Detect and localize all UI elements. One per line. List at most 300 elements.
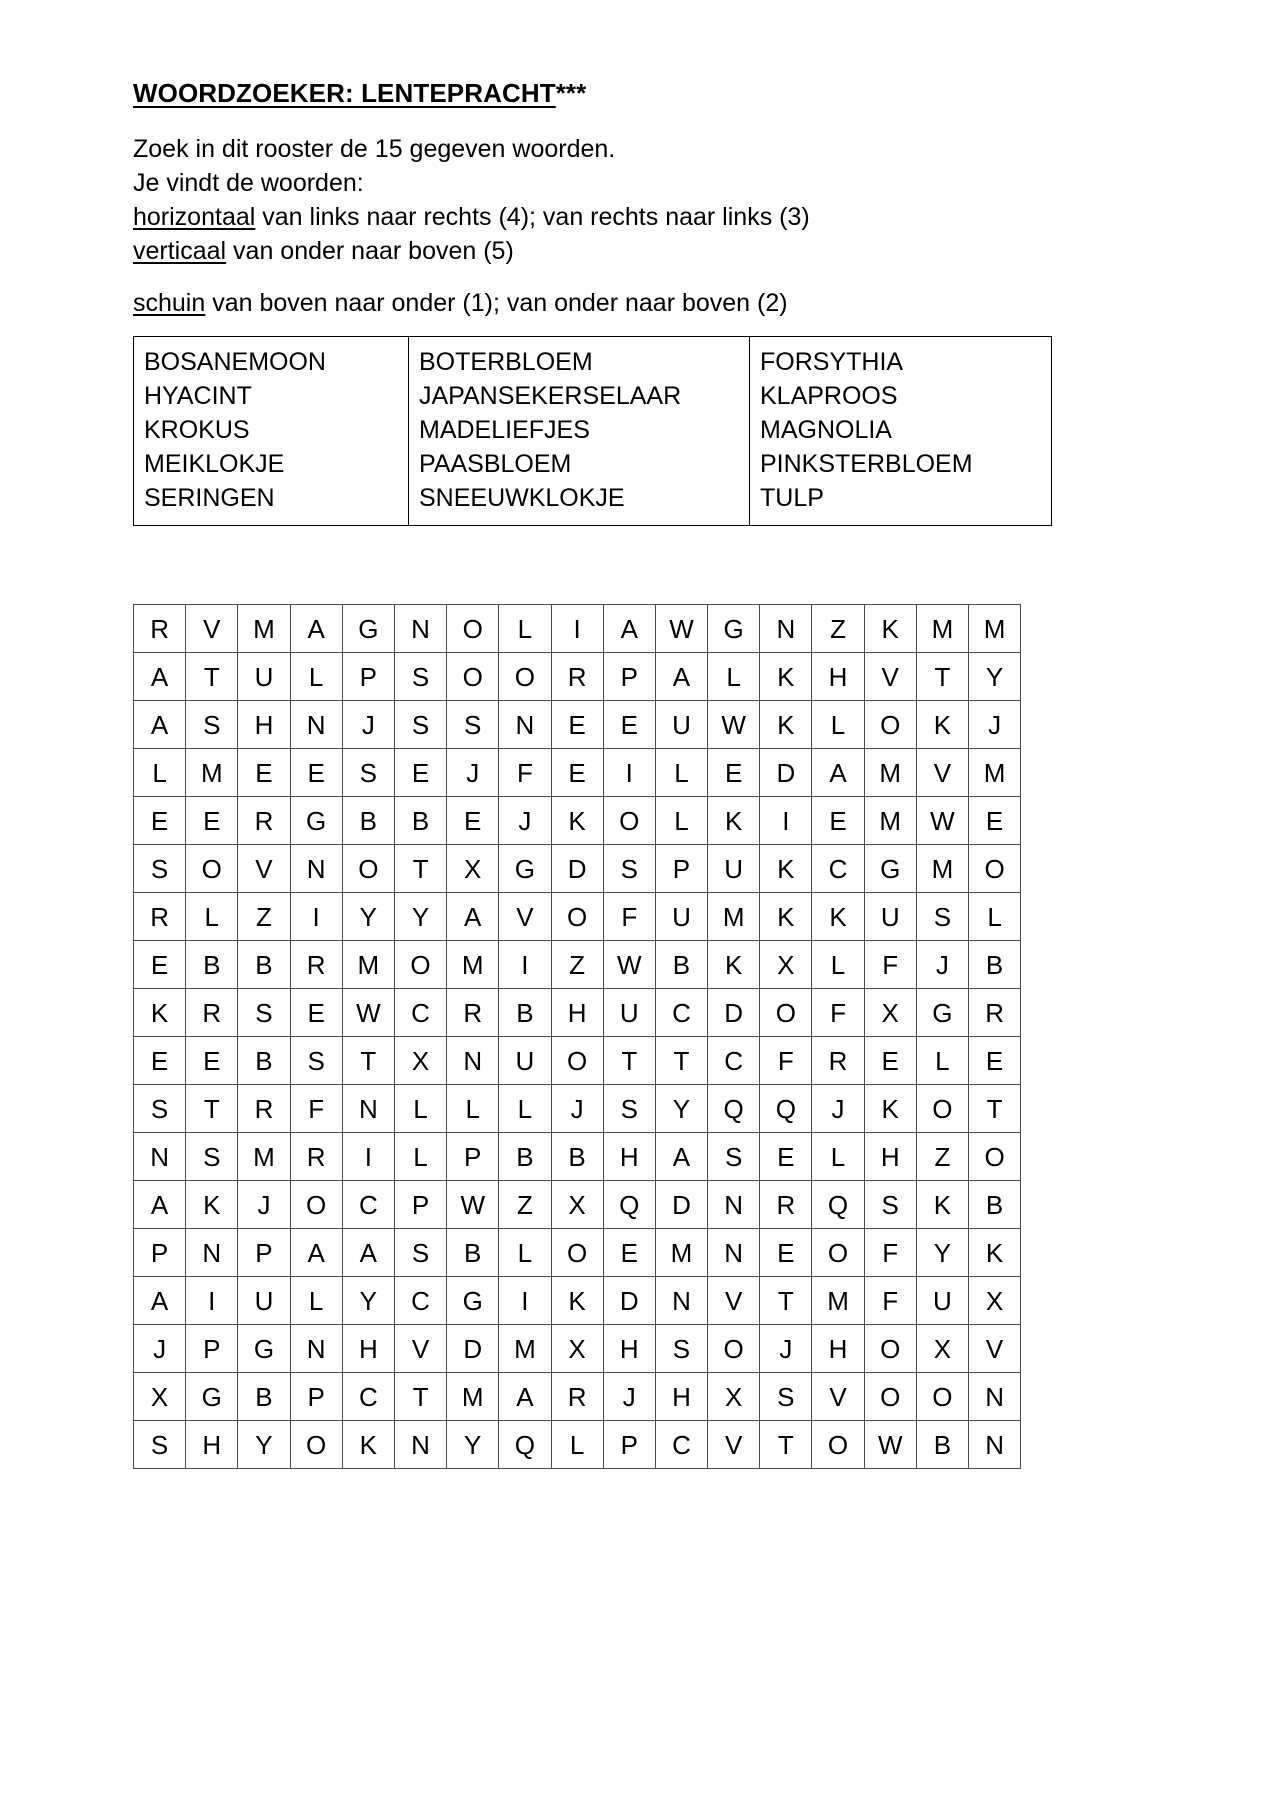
puzzle-cell[interactable]: M (186, 749, 238, 797)
puzzle-cell[interactable]: I (603, 749, 655, 797)
puzzle-cell[interactable]: A (342, 1229, 394, 1277)
puzzle-cell[interactable]: V (238, 845, 290, 893)
puzzle-cell[interactable]: D (760, 749, 812, 797)
puzzle-cell[interactable]: C (655, 989, 707, 1037)
puzzle-cell[interactable]: X (969, 1277, 1021, 1325)
puzzle-cell[interactable]: S (394, 701, 446, 749)
puzzle-cell[interactable]: E (551, 749, 603, 797)
puzzle-cell[interactable]: N (760, 605, 812, 653)
puzzle-cell[interactable]: L (812, 701, 864, 749)
puzzle-cell[interactable]: A (134, 1181, 186, 1229)
puzzle-cell[interactable]: E (290, 989, 342, 1037)
puzzle-cell[interactable]: G (499, 845, 551, 893)
puzzle-cell[interactable]: H (342, 1325, 394, 1373)
puzzle-cell[interactable]: P (290, 1373, 342, 1421)
puzzle-cell[interactable]: T (655, 1037, 707, 1085)
puzzle-cell[interactable]: Y (916, 1229, 968, 1277)
puzzle-cell[interactable]: C (655, 1421, 707, 1469)
puzzle-cell[interactable]: N (969, 1421, 1021, 1469)
puzzle-cell[interactable]: S (760, 1373, 812, 1421)
puzzle-cell[interactable]: E (760, 1229, 812, 1277)
puzzle-cell[interactable]: O (290, 1421, 342, 1469)
puzzle-cell[interactable]: K (760, 893, 812, 941)
puzzle-cell[interactable]: O (394, 941, 446, 989)
puzzle-cell[interactable]: J (134, 1325, 186, 1373)
puzzle-cell[interactable]: F (864, 1277, 916, 1325)
puzzle-cell[interactable]: V (864, 653, 916, 701)
puzzle-cell[interactable]: T (969, 1085, 1021, 1133)
puzzle-cell[interactable]: P (655, 845, 707, 893)
puzzle-cell[interactable]: F (864, 941, 916, 989)
puzzle-cell[interactable]: S (603, 1085, 655, 1133)
puzzle-cell[interactable]: S (708, 1133, 760, 1181)
puzzle-cell[interactable]: O (551, 1229, 603, 1277)
puzzle-cell[interactable]: G (186, 1373, 238, 1421)
puzzle-cell[interactable]: K (760, 845, 812, 893)
puzzle-cell[interactable]: N (290, 701, 342, 749)
puzzle-cell[interactable]: G (916, 989, 968, 1037)
puzzle-cell[interactable]: L (499, 1085, 551, 1133)
puzzle-cell[interactable]: T (186, 653, 238, 701)
puzzle-cell[interactable]: I (551, 605, 603, 653)
puzzle-cell[interactable]: N (134, 1133, 186, 1181)
puzzle-cell[interactable]: E (238, 749, 290, 797)
puzzle-cell[interactable]: L (290, 653, 342, 701)
puzzle-cell[interactable]: U (238, 1277, 290, 1325)
puzzle-cell[interactable]: C (812, 845, 864, 893)
puzzle-cell[interactable]: M (238, 605, 290, 653)
puzzle-cell[interactable]: J (916, 941, 968, 989)
puzzle-cell[interactable]: J (812, 1085, 864, 1133)
puzzle-cell[interactable]: S (134, 845, 186, 893)
puzzle-cell[interactable]: R (134, 893, 186, 941)
puzzle-cell[interactable]: L (969, 893, 1021, 941)
puzzle-cell[interactable]: L (812, 1133, 864, 1181)
puzzle-cell[interactable]: A (655, 1133, 707, 1181)
puzzle-cell[interactable]: A (603, 605, 655, 653)
puzzle-cell[interactable]: M (447, 1373, 499, 1421)
puzzle-cell[interactable]: T (394, 845, 446, 893)
puzzle-cell[interactable]: F (864, 1229, 916, 1277)
puzzle-cell[interactable]: F (603, 893, 655, 941)
puzzle-cell[interactable]: B (655, 941, 707, 989)
puzzle-cell[interactable]: V (708, 1421, 760, 1469)
puzzle-cell[interactable]: S (186, 701, 238, 749)
puzzle-cell[interactable]: K (551, 797, 603, 845)
puzzle-cell[interactable]: X (447, 845, 499, 893)
puzzle-cell[interactable]: K (916, 701, 968, 749)
puzzle-cell[interactable]: O (603, 797, 655, 845)
puzzle-cell[interactable]: M (916, 605, 968, 653)
puzzle-cell[interactable]: T (916, 653, 968, 701)
puzzle-cell[interactable]: O (812, 1229, 864, 1277)
puzzle-cell[interactable]: X (394, 1037, 446, 1085)
puzzle-cell[interactable]: L (551, 1421, 603, 1469)
puzzle-cell[interactable]: V (499, 893, 551, 941)
puzzle-cell[interactable]: M (969, 749, 1021, 797)
puzzle-cell[interactable]: U (916, 1277, 968, 1325)
puzzle-cell[interactable]: N (186, 1229, 238, 1277)
puzzle-cell[interactable]: H (603, 1325, 655, 1373)
puzzle-cell[interactable]: R (238, 797, 290, 845)
puzzle-cell[interactable]: V (812, 1373, 864, 1421)
puzzle-cell[interactable]: K (551, 1277, 603, 1325)
puzzle-cell[interactable]: C (708, 1037, 760, 1085)
puzzle-cell[interactable]: S (394, 653, 446, 701)
puzzle-cell[interactable]: A (655, 653, 707, 701)
puzzle-cell[interactable]: A (447, 893, 499, 941)
puzzle-cell[interactable]: W (708, 701, 760, 749)
puzzle-cell[interactable]: H (812, 653, 864, 701)
puzzle-cell[interactable]: M (238, 1133, 290, 1181)
puzzle-cell[interactable]: H (186, 1421, 238, 1469)
puzzle-cell[interactable]: I (499, 941, 551, 989)
puzzle-cell[interactable]: O (916, 1085, 968, 1133)
puzzle-cell[interactable]: O (812, 1421, 864, 1469)
puzzle-cell[interactable]: K (864, 1085, 916, 1133)
puzzle-cell[interactable]: T (394, 1373, 446, 1421)
puzzle-cell[interactable]: N (290, 845, 342, 893)
puzzle-cell[interactable]: S (394, 1229, 446, 1277)
puzzle-cell[interactable]: L (134, 749, 186, 797)
puzzle-cell[interactable]: O (864, 1373, 916, 1421)
puzzle-cell[interactable]: T (186, 1085, 238, 1133)
puzzle-cell[interactable]: S (655, 1325, 707, 1373)
puzzle-cell[interactable]: H (812, 1325, 864, 1373)
puzzle-cell[interactable]: M (916, 845, 968, 893)
puzzle-cell[interactable]: P (134, 1229, 186, 1277)
puzzle-cell[interactable]: R (760, 1181, 812, 1229)
puzzle-cell[interactable]: E (290, 749, 342, 797)
puzzle-cell[interactable]: E (969, 1037, 1021, 1085)
puzzle-cell[interactable]: F (760, 1037, 812, 1085)
puzzle-cell[interactable]: M (655, 1229, 707, 1277)
puzzle-cell[interactable]: R (447, 989, 499, 1037)
puzzle-cell[interactable]: S (447, 701, 499, 749)
puzzle-cell[interactable]: S (238, 989, 290, 1037)
puzzle-cell[interactable]: L (655, 797, 707, 845)
puzzle-cell[interactable]: G (290, 797, 342, 845)
puzzle-cell[interactable]: D (603, 1277, 655, 1325)
puzzle-cell[interactable]: F (499, 749, 551, 797)
puzzle-cell[interactable]: U (655, 701, 707, 749)
puzzle-cell[interactable]: B (447, 1229, 499, 1277)
puzzle-cell[interactable]: F (290, 1085, 342, 1133)
puzzle-cell[interactable]: U (499, 1037, 551, 1085)
puzzle-cell[interactable]: O (916, 1373, 968, 1421)
puzzle-cell[interactable]: W (342, 989, 394, 1037)
puzzle-cell[interactable]: S (134, 1085, 186, 1133)
puzzle-cell[interactable]: T (342, 1037, 394, 1085)
puzzle-cell[interactable]: K (969, 1229, 1021, 1277)
puzzle-cell[interactable]: X (916, 1325, 968, 1373)
puzzle-cell[interactable]: G (864, 845, 916, 893)
puzzle-cell[interactable]: U (655, 893, 707, 941)
puzzle-cell[interactable]: N (342, 1085, 394, 1133)
puzzle-cell[interactable]: R (551, 653, 603, 701)
puzzle-cell[interactable]: S (134, 1421, 186, 1469)
puzzle-cell[interactable]: M (447, 941, 499, 989)
puzzle-cell[interactable]: E (760, 1133, 812, 1181)
puzzle-cell[interactable]: X (134, 1373, 186, 1421)
puzzle-cell[interactable]: E (186, 1037, 238, 1085)
puzzle-cell[interactable]: R (290, 941, 342, 989)
puzzle-cell[interactable]: W (655, 605, 707, 653)
puzzle-cell[interactable]: M (969, 605, 1021, 653)
puzzle-cell[interactable]: B (238, 941, 290, 989)
puzzle-cell[interactable]: E (186, 797, 238, 845)
puzzle-cell[interactable]: E (708, 749, 760, 797)
puzzle-cell[interactable]: M (864, 749, 916, 797)
puzzle-cell[interactable]: J (447, 749, 499, 797)
puzzle-cell[interactable]: L (394, 1085, 446, 1133)
puzzle-cell[interactable]: O (499, 653, 551, 701)
puzzle-cell[interactable]: Z (499, 1181, 551, 1229)
puzzle-cell[interactable]: I (186, 1277, 238, 1325)
puzzle-cell[interactable]: S (864, 1181, 916, 1229)
puzzle-cell[interactable]: W (864, 1421, 916, 1469)
puzzle-cell[interactable]: R (969, 989, 1021, 1037)
puzzle-cell[interactable]: L (655, 749, 707, 797)
puzzle-cell[interactable]: R (238, 1085, 290, 1133)
puzzle-cell[interactable]: V (708, 1277, 760, 1325)
puzzle-cell[interactable]: P (603, 653, 655, 701)
puzzle-cell[interactable]: K (134, 989, 186, 1037)
puzzle-cell[interactable]: T (760, 1421, 812, 1469)
puzzle-cell[interactable]: O (551, 893, 603, 941)
puzzle-cell[interactable]: Q (708, 1085, 760, 1133)
puzzle-cell[interactable]: N (499, 701, 551, 749)
puzzle-cell[interactable]: Y (969, 653, 1021, 701)
puzzle-cell[interactable]: K (342, 1421, 394, 1469)
puzzle-cell[interactable]: P (342, 653, 394, 701)
puzzle-cell[interactable]: W (916, 797, 968, 845)
puzzle-cell[interactable]: U (708, 845, 760, 893)
puzzle-cell[interactable]: O (342, 845, 394, 893)
puzzle-cell[interactable]: A (290, 1229, 342, 1277)
puzzle-cell[interactable]: O (551, 1037, 603, 1085)
puzzle-cell[interactable]: P (186, 1325, 238, 1373)
puzzle-cell[interactable]: I (760, 797, 812, 845)
puzzle-cell[interactable]: Y (238, 1421, 290, 1469)
puzzle-cell[interactable]: O (186, 845, 238, 893)
puzzle-cell[interactable]: K (708, 797, 760, 845)
puzzle-cell[interactable]: W (603, 941, 655, 989)
puzzle-cell[interactable]: L (499, 1229, 551, 1277)
puzzle-cell[interactable]: B (238, 1037, 290, 1085)
puzzle-cell[interactable]: Z (812, 605, 864, 653)
puzzle-cell[interactable]: O (447, 605, 499, 653)
puzzle-cell[interactable]: D (655, 1181, 707, 1229)
puzzle-cell[interactable]: A (812, 749, 864, 797)
puzzle-cell[interactable]: V (916, 749, 968, 797)
puzzle-cell[interactable]: Q (760, 1085, 812, 1133)
puzzle-cell[interactable]: N (708, 1229, 760, 1277)
puzzle-cell[interactable]: Y (342, 893, 394, 941)
puzzle-cell[interactable]: B (551, 1133, 603, 1181)
puzzle-cell[interactable]: O (864, 701, 916, 749)
puzzle-cell[interactable]: T (603, 1037, 655, 1085)
puzzle-cell[interactable]: J (969, 701, 1021, 749)
puzzle-cell[interactable]: K (708, 941, 760, 989)
puzzle-cell[interactable]: G (708, 605, 760, 653)
puzzle-cell[interactable]: B (499, 1133, 551, 1181)
puzzle-cell[interactable]: Q (499, 1421, 551, 1469)
puzzle-cell[interactable]: J (342, 701, 394, 749)
puzzle-cell[interactable]: C (394, 1277, 446, 1325)
puzzle-cell[interactable]: O (290, 1181, 342, 1229)
puzzle-cell[interactable]: N (708, 1181, 760, 1229)
puzzle-cell[interactable]: J (760, 1325, 812, 1373)
puzzle-cell[interactable]: Z (238, 893, 290, 941)
puzzle-cell[interactable]: Y (655, 1085, 707, 1133)
puzzle-cell[interactable]: Z (551, 941, 603, 989)
puzzle-cell[interactable]: A (134, 653, 186, 701)
puzzle-cell[interactable]: B (394, 797, 446, 845)
puzzle-cell[interactable]: E (447, 797, 499, 845)
puzzle-cell[interactable]: E (603, 1229, 655, 1277)
puzzle-cell[interactable]: M (812, 1277, 864, 1325)
puzzle-cell[interactable]: E (551, 701, 603, 749)
puzzle-cell[interactable]: S (916, 893, 968, 941)
puzzle-cell[interactable]: B (969, 941, 1021, 989)
puzzle-cell[interactable]: C (342, 1373, 394, 1421)
puzzle-cell[interactable]: X (760, 941, 812, 989)
puzzle-cell[interactable]: G (342, 605, 394, 653)
puzzle-cell[interactable]: V (186, 605, 238, 653)
puzzle-cell[interactable]: E (134, 941, 186, 989)
puzzle-cell[interactable]: K (916, 1181, 968, 1229)
puzzle-cell[interactable]: Z (916, 1133, 968, 1181)
puzzle-cell[interactable]: R (551, 1373, 603, 1421)
puzzle-cell[interactable]: I (499, 1277, 551, 1325)
puzzle-cell[interactable]: I (290, 893, 342, 941)
puzzle-cell[interactable]: M (864, 797, 916, 845)
puzzle-cell[interactable]: E (969, 797, 1021, 845)
puzzle-cell[interactable]: K (760, 701, 812, 749)
puzzle-cell[interactable]: S (290, 1037, 342, 1085)
puzzle-cell[interactable]: O (708, 1325, 760, 1373)
puzzle-cell[interactable]: L (290, 1277, 342, 1325)
puzzle-cell[interactable]: N (969, 1373, 1021, 1421)
puzzle-cell[interactable]: D (447, 1325, 499, 1373)
puzzle-cell[interactable]: R (812, 1037, 864, 1085)
puzzle-cell[interactable]: X (551, 1181, 603, 1229)
puzzle-cell[interactable]: Y (394, 893, 446, 941)
puzzle-cell[interactable]: S (186, 1133, 238, 1181)
puzzle-cell[interactable]: A (499, 1373, 551, 1421)
puzzle-cell[interactable]: L (186, 893, 238, 941)
puzzle-cell[interactable]: M (708, 893, 760, 941)
puzzle-cell[interactable]: E (394, 749, 446, 797)
puzzle-cell[interactable]: D (708, 989, 760, 1037)
puzzle-cell[interactable]: M (342, 941, 394, 989)
puzzle-cell[interactable]: K (812, 893, 864, 941)
puzzle-cell[interactable]: E (134, 797, 186, 845)
puzzle-cell[interactable]: N (394, 605, 446, 653)
puzzle-cell[interactable]: T (760, 1277, 812, 1325)
puzzle-cell[interactable]: C (342, 1181, 394, 1229)
puzzle-cell[interactable]: X (708, 1373, 760, 1421)
puzzle-cell[interactable]: L (916, 1037, 968, 1085)
puzzle-cell[interactable]: X (551, 1325, 603, 1373)
puzzle-cell[interactable]: X (864, 989, 916, 1037)
puzzle-cell[interactable]: B (969, 1181, 1021, 1229)
puzzle-cell[interactable]: O (447, 653, 499, 701)
puzzle-cell[interactable]: O (969, 845, 1021, 893)
puzzle-cell[interactable]: C (394, 989, 446, 1037)
puzzle-cell[interactable]: K (864, 605, 916, 653)
puzzle-cell[interactable]: P (447, 1133, 499, 1181)
puzzle-cell[interactable]: E (864, 1037, 916, 1085)
puzzle-cell[interactable]: L (447, 1085, 499, 1133)
puzzle-cell[interactable]: S (603, 845, 655, 893)
puzzle-cell[interactable]: O (864, 1325, 916, 1373)
puzzle-cell[interactable]: E (134, 1037, 186, 1085)
puzzle-cell[interactable]: U (864, 893, 916, 941)
puzzle-cell[interactable]: B (186, 941, 238, 989)
puzzle-cell[interactable]: J (551, 1085, 603, 1133)
puzzle-cell[interactable]: L (499, 605, 551, 653)
puzzle-cell[interactable]: A (134, 1277, 186, 1325)
puzzle-cell[interactable]: B (916, 1421, 968, 1469)
puzzle-cell[interactable]: L (708, 653, 760, 701)
puzzle-cell[interactable]: V (969, 1325, 1021, 1373)
puzzle-cell[interactable]: U (603, 989, 655, 1037)
puzzle-cell[interactable]: Q (812, 1181, 864, 1229)
puzzle-cell[interactable]: M (499, 1325, 551, 1373)
puzzle-cell[interactable]: N (290, 1325, 342, 1373)
puzzle-cell[interactable]: U (238, 653, 290, 701)
puzzle-cell[interactable]: O (760, 989, 812, 1037)
puzzle-cell[interactable]: L (812, 941, 864, 989)
puzzle-cell[interactable]: K (760, 653, 812, 701)
puzzle-cell[interactable]: G (447, 1277, 499, 1325)
puzzle-cell[interactable]: P (603, 1421, 655, 1469)
puzzle-cell[interactable]: R (290, 1133, 342, 1181)
puzzle-cell[interactable]: N (447, 1037, 499, 1085)
puzzle-cell[interactable]: R (134, 605, 186, 653)
puzzle-cell[interactable]: J (603, 1373, 655, 1421)
puzzle-cell[interactable]: P (238, 1229, 290, 1277)
puzzle-cell[interactable]: Y (447, 1421, 499, 1469)
puzzle-cell[interactable]: Y (342, 1277, 394, 1325)
puzzle-cell[interactable]: J (499, 797, 551, 845)
puzzle-cell[interactable]: B (238, 1373, 290, 1421)
puzzle-cell[interactable]: H (238, 701, 290, 749)
puzzle-cell[interactable]: W (447, 1181, 499, 1229)
puzzle-cell[interactable]: A (290, 605, 342, 653)
puzzle-cell[interactable]: L (394, 1133, 446, 1181)
puzzle-cell[interactable]: V (394, 1325, 446, 1373)
puzzle-cell[interactable]: F (812, 989, 864, 1037)
puzzle-cell[interactable]: D (551, 845, 603, 893)
puzzle-cell[interactable]: P (394, 1181, 446, 1229)
puzzle-cell[interactable]: A (134, 701, 186, 749)
puzzle-cell[interactable]: Q (603, 1181, 655, 1229)
puzzle-cell[interactable]: E (812, 797, 864, 845)
puzzle-cell[interactable]: H (864, 1133, 916, 1181)
puzzle-cell[interactable]: B (342, 797, 394, 845)
puzzle-cell[interactable]: N (394, 1421, 446, 1469)
puzzle-cell[interactable]: H (551, 989, 603, 1037)
puzzle-cell[interactable]: S (342, 749, 394, 797)
puzzle-cell[interactable]: O (969, 1133, 1021, 1181)
puzzle-cell[interactable]: I (342, 1133, 394, 1181)
puzzle-cell[interactable]: N (655, 1277, 707, 1325)
puzzle-cell[interactable]: J (238, 1181, 290, 1229)
puzzle-cell[interactable]: R (186, 989, 238, 1037)
